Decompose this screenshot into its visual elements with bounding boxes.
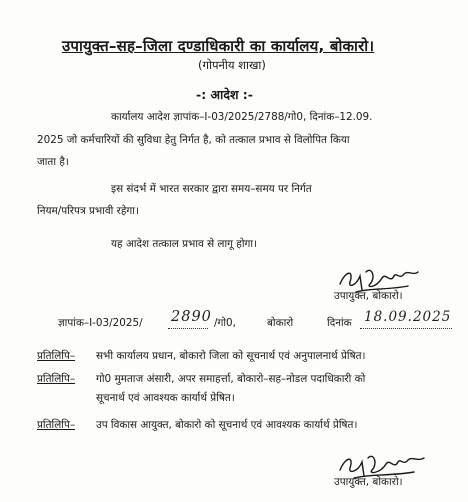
memo-place: बोकारो xyxy=(267,317,294,329)
office-title: उपायुक्त–सह–जिला दण्डाधिकारी का कार्यालय, बोकारो। xyxy=(62,37,375,55)
copy-2-text-line1: गो0 मुमताज अंसारी, अपर समाहर्त्ता, बोकारो–सह–नोडल पदाधिकारी को xyxy=(96,373,366,385)
memo-date-label: दिनांक xyxy=(327,317,352,329)
signature-1-designation: उपायुक्त, बोकारो। xyxy=(334,290,403,302)
memo-number-underline xyxy=(168,328,208,329)
order-para1-line3: जाता है। xyxy=(37,156,69,168)
memo-suffix: /गो0, xyxy=(214,317,236,329)
copy-2-text-line2: सूचनार्थ एवं आवश्यक कार्यार्थ प्रेषित। xyxy=(96,392,235,404)
copy-1-label: प्रतिलिपि– xyxy=(37,350,76,362)
copy-3-label: प्रतिलिपि– xyxy=(37,419,76,431)
memo-date-underline xyxy=(360,328,452,329)
copy-1-text: सभी कार्यालय प्रधान, बोकारो जिला को सूचनार्थ एवं अनुपालनार्थ प्रेषित। xyxy=(96,350,366,362)
memo-date: 18.09.2025 xyxy=(364,309,452,325)
order-para3: यह आदेश तत्काल प्रभाव से लागू होगा। xyxy=(111,238,257,250)
copy-3-text: उप विकास आयुक्त, बोकारो को सूचनार्थ एवं आवश्यक कार्यार्थ प्रेषित। xyxy=(96,419,358,431)
copy-2-label: प्रतिलिपि– xyxy=(37,373,76,385)
order-para1-line2: 2025 जो कर्मचारियों की सुविधा हेतु निर्गत है, को तत्काल प्रभाव से विलोपित किया xyxy=(37,134,350,146)
order-heading: -: आदेश :- xyxy=(196,87,253,102)
order-para2-line1: इस संदर्भ में भारत सरकार द्वारा समय–समय पर निर्गत xyxy=(111,183,312,195)
order-para2-line2: नियम/परिपत्र प्रभावी रहेगा। xyxy=(37,205,139,217)
section-label: (गोपनीय शाखा) xyxy=(198,58,266,72)
order-para1-line1: कार्यालय आदेश ज्ञापांक–I-03/2025/2788/गो0, दिनांक–12.09. xyxy=(111,111,373,123)
memo-number: 2890 xyxy=(171,309,212,325)
memo-prefix: ज्ञापांक–I-03/2025/ xyxy=(58,317,143,329)
signature-2-designation: उपायुक्त, बोकारो। xyxy=(334,476,403,488)
